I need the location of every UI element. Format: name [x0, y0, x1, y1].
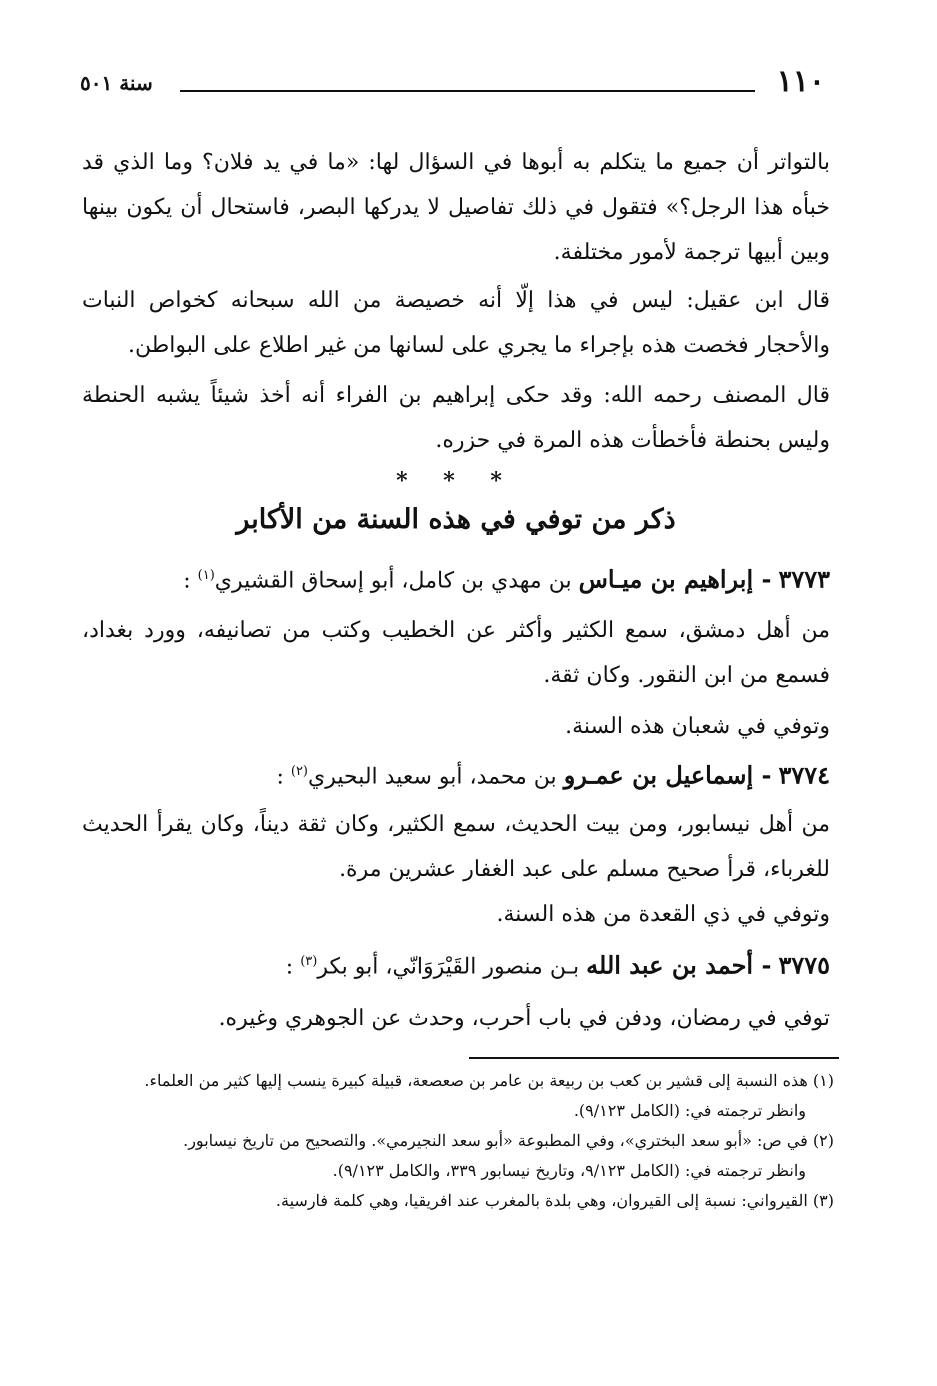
paragraph-text: قال المصنف رحمه الله: وقد حكى إبراهيم بن الفراء أنه أخذ شيئاً يشبه الحنطة وليس بحنطة فأخطأت هذه المرة في حزره.: [82, 383, 830, 453]
header-rule: [180, 90, 755, 92]
footnote-2: (٢) في ص: «أبو سعد البختري»، وفي المطبوعة «أبو سعد النجيرمي». والتصحيح من تاريخ نيسابور.: [183, 1131, 834, 1150]
footnote-ref: (٣): [300, 954, 318, 969]
entry-name: أحمد بن عبد الله: [586, 950, 754, 980]
footnote-ref: (٢): [290, 764, 308, 779]
footnote-rule: [469, 1057, 839, 1059]
entry-title-3773: ٣٧٧٣ - إبراهيم بن ميـاس بن مهدي بن كامل، أبو إسحاق القشيري$^{(١)}$ :: [183, 564, 830, 594]
entry-body-3775: [82, 996, 830, 1041]
entry-colon: :: [183, 568, 191, 594]
footnote-1: (١) هذه النسبة إلى قشير بن كعب بن ربيعة بن عامر بن صعصعة، قبيلة كبيرة ينسب إليها كثير من العلماء.: [144, 1071, 834, 1090]
paragraph-text: بالتواتر أن جميع ما يتكلم به أبوها في السؤال لها: «ما في يد فلان؟ وما الذي قد خبأه هذا الرجل؟» فتقول في ذلك تفاصيل لا يدركها البصر، فاستحال أن يكون بينها وبين أبيها ترجمة لأمور مختلفة.: [82, 150, 830, 265]
entry-text: من أهل دمشق، سمع الكثير وأكثر عن الخطيب وكتب من تصانيفه، وورد بغداد، فسمع من ابن النقور. وكان ثقة.: [82, 618, 830, 688]
page-header: [80, 62, 825, 102]
paragraph-1: [82, 140, 830, 275]
section-separator: * * *: [396, 468, 516, 494]
entry-title-3774: ٣٧٧٤ - إسماعيل بن عمـرو بن محمد، أبو سعيد البحيري$^{(٢)}$ :: [276, 760, 830, 790]
paragraph-2: [82, 278, 830, 368]
footnote-1-ref: وانظر ترجمته في: (الكامل ٩/١٢٣).: [573, 1101, 806, 1120]
footnote-2-ref: وانظر ترجمته في: (الكامل ٩/١٢٣، وتاريخ نيسابور ٣٣٩، والكامل ٩/١٢٣).: [332, 1161, 806, 1180]
entry-name: إبراهيم بن ميـاس: [578, 564, 754, 594]
entry-colon: :: [276, 764, 284, 790]
entry-number: ٣٧٧٥: [778, 950, 830, 980]
entry-lineage: بـن منصور القَيْرَوَانّي، أبو بكر: [317, 954, 580, 980]
paragraph-text: قال ابن عقيل: ليس في هذا إلّا أنه خصيصة من الله سبحانه كخواص النبات والأحجار فخصت هذه بإجراء ما يجري على لسانها من غير اطلاع على البواطن.: [82, 288, 830, 358]
section-heading: ذكر من توفي في هذه السنة من الأكابر: [236, 504, 676, 535]
entry-title-3775: ٣٧٧٥ - أحمد بن عبد الله بـن منصور القَيْرَوَانّي، أبو بكر$^{(٣)}$ :: [285, 950, 830, 980]
entry-body-3774: [82, 802, 830, 937]
running-head-year: سنة ٥٠١: [80, 71, 153, 95]
entry-text: توفي في رمضان، ودفن في باب أحرب، وحدث عن الجوهري وغيره.: [218, 1006, 830, 1031]
entry-body-3773: [82, 608, 830, 749]
entry-colon: :: [285, 954, 294, 980]
page-number: ١١٠: [776, 64, 825, 99]
footnote-ref: (١): [197, 568, 215, 583]
entry-name: إسماعيل بن عمـرو: [563, 760, 754, 790]
entry-lineage: بن محمد، أبو سعيد البحيري: [308, 764, 557, 790]
entry-lineage: بن مهدي بن كامل، أبو إسحاق القشيري: [214, 568, 572, 594]
entry-text: وتوفي في ذي القعدة من هذه السنة.: [496, 902, 830, 927]
footnote-3: (٣) القيرواني: نسبة إلى القيروان، وهي بلدة بالمغرب عند افريقيا، وهي كلمة فارسية.: [275, 1191, 834, 1210]
entry-number: ٣٧٧٣: [778, 564, 830, 594]
entry-text: من أهل نيسابور، ومن بيت الحديث، سمع الكثير، وكان ثقة ديناً، وكان يقرأ الحديث للغرباء، قرأ صحيح مسلم على عبد الغفار عشرين مرة.: [82, 812, 830, 882]
footnotes: [82, 1066, 834, 1216]
paragraph-3: [82, 373, 830, 463]
entry-number: ٣٧٧٤: [778, 760, 830, 790]
entry-text: وتوفي في شعبان هذه السنة.: [565, 714, 830, 739]
